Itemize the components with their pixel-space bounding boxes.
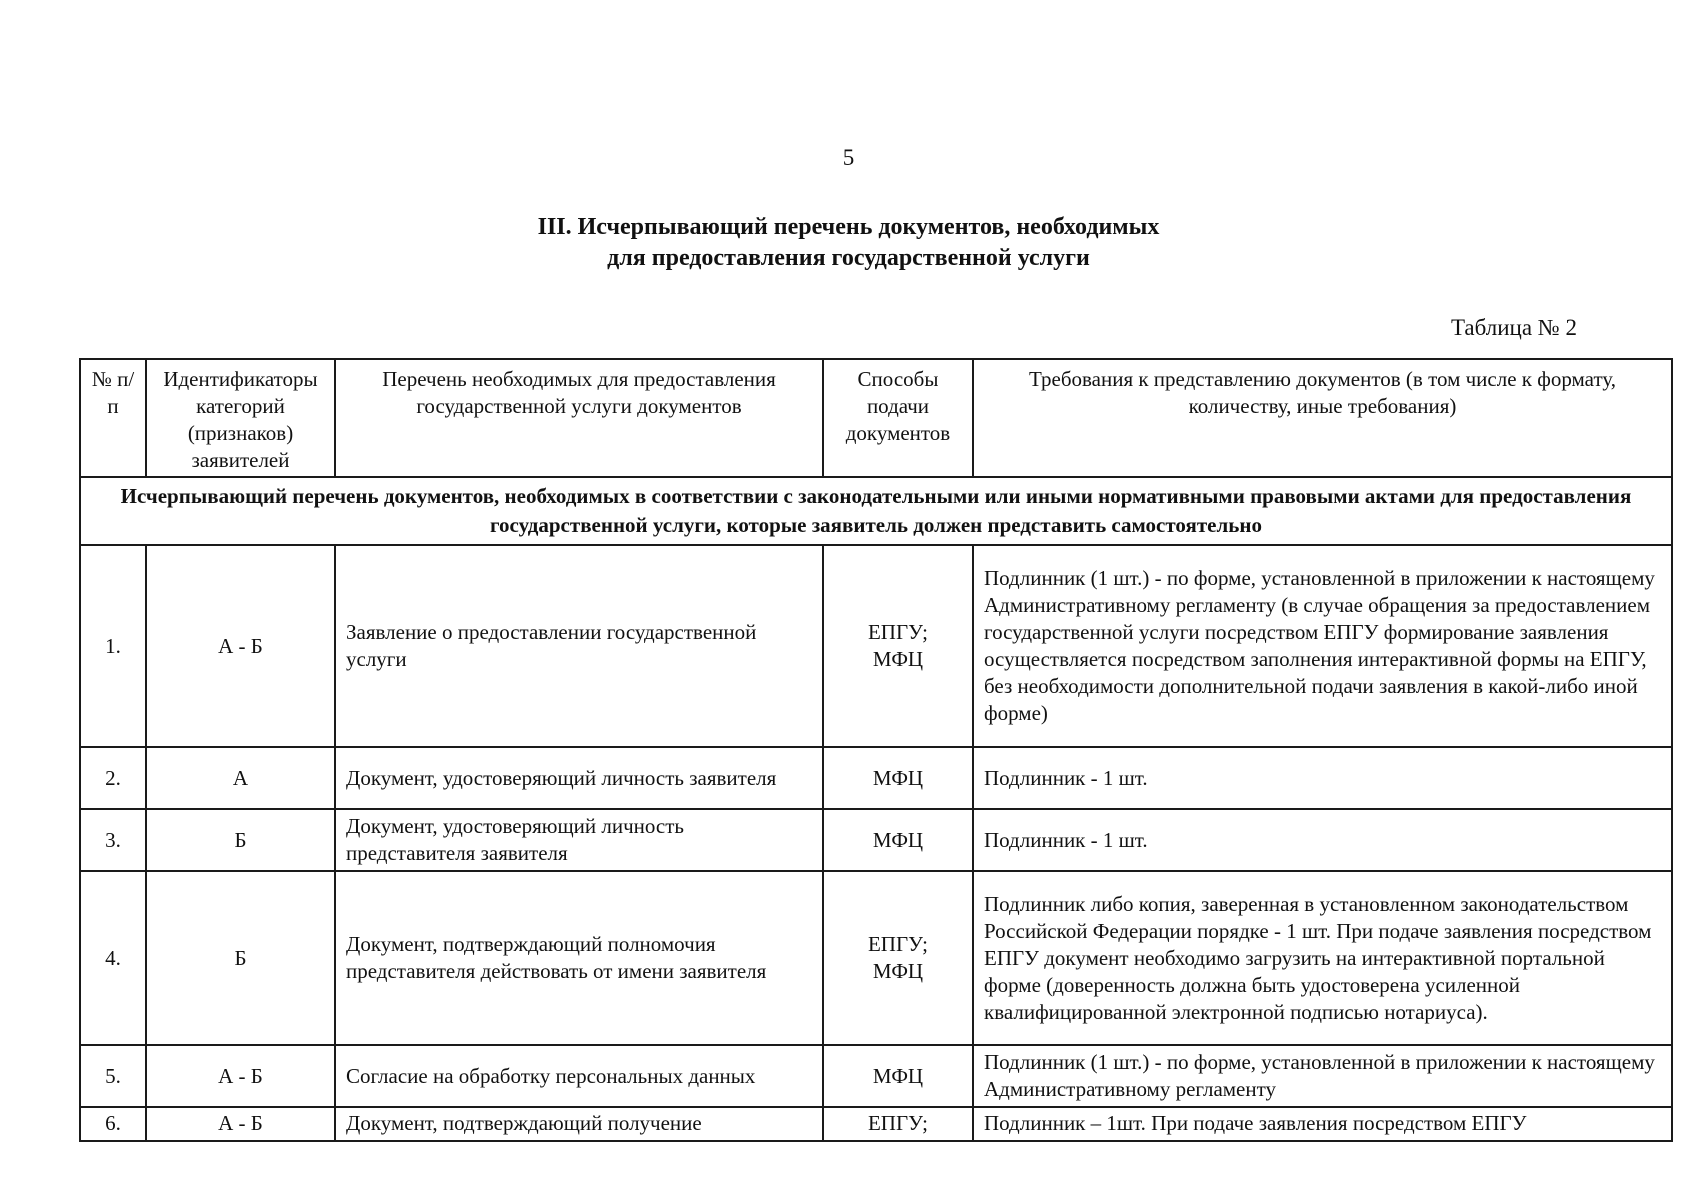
row-number: 6.	[80, 1107, 146, 1141]
method-item: ЕПГУ;	[867, 1111, 929, 1135]
header-document-list: Перечень необходимых для предоставления государственной услуги документов	[335, 359, 823, 477]
row-document: Заявление о предоставлении государственной услуги	[335, 545, 823, 747]
row-applicant-ids: А	[146, 747, 335, 809]
table-caption: Таблица № 2	[1450, 315, 1577, 340]
method-item: МФЦ	[872, 827, 924, 852]
method-item: МФЦ	[872, 959, 924, 983]
row-requirements: Подлинник (1 шт.) - по форме, установленной в приложении к настоящему Административному регламенту (в случае обращения за предоставлением государственной услуги посредством ЕПГУ формирование заявления осуществляется посредством заполнения интерактивной формы на ЕПГУ, без необходимости дополнительной подачи заявления в какой-либо иной форме)	[973, 545, 1672, 747]
row-applicant-ids: А - Б	[146, 545, 335, 747]
row-methods	[823, 545, 973, 747]
row-number: 4.	[80, 871, 146, 1045]
row-number: 1.	[80, 545, 146, 747]
row-number: 5.	[80, 1045, 146, 1107]
method-item: МФЦ	[872, 647, 924, 671]
row-requirements: Подлинник - 1 шт.	[973, 809, 1672, 871]
table-row	[80, 871, 1672, 1045]
row-requirements: Подлинник – 1шт. При подаче заявления посредством ЕПГУ	[973, 1107, 1672, 1141]
row-document: Документ, подтверждающий получение	[335, 1107, 823, 1141]
row-methods	[823, 871, 973, 1045]
row-applicant-ids: Б	[146, 871, 335, 1045]
row-document: Документ, подтверждающий полномочия представителя действовать от имени заявителя	[335, 871, 823, 1045]
method-item: МФЦ	[872, 765, 924, 790]
header-requirements: Требования к представлению документов (в том числе к формату, количеству, иные требования)	[973, 359, 1672, 477]
section-title-line-2: для предоставления государственной услуги	[607, 245, 1090, 271]
row-requirements: Подлинник - 1 шт.	[973, 747, 1672, 809]
table-row	[80, 545, 1672, 747]
row-number: 2.	[80, 747, 146, 809]
row-requirements: Подлинник либо копия, заверенная в установленном законодательством Российской Федерации порядке - 1 шт. При подаче заявления посредством ЕПГУ документ необходимо загрузить на интерактивной портальной форме (доверенность должна быть удостоверена усиленной квалифицированной электронной подписью нотариуса).	[973, 871, 1672, 1045]
row-number: 3.	[80, 809, 146, 871]
row-document: Документ, удостоверяющий личность заявителя	[335, 747, 823, 809]
header-number: № п/п	[80, 359, 146, 477]
table-header-row	[80, 359, 1672, 477]
section-heading: Исчерпывающий перечень документов, необходимых в соответствии с законодательными или иными нормативными правовыми актами для предоставления государственной услуги, которые заявитель должен представить самостоятельно	[80, 477, 1672, 545]
row-document: Согласие на обработку персональных данных	[335, 1045, 823, 1107]
table-row	[80, 1045, 1672, 1107]
row-requirements: Подлинник (1 шт.) - по форме, установленной в приложении к настоящему Административному регламенту	[973, 1045, 1672, 1107]
documents-table	[79, 358, 1673, 1142]
row-applicant-ids: Б	[146, 809, 335, 871]
row-methods	[823, 747, 973, 809]
header-submission-methods: Способы подачи документов	[823, 359, 973, 477]
row-methods	[823, 809, 973, 871]
table-row	[80, 809, 1672, 871]
table-section-row	[80, 477, 1672, 545]
page-number: 5	[842, 145, 855, 170]
row-applicant-ids: А - Б	[146, 1045, 335, 1107]
method-item: МФЦ	[872, 1063, 924, 1088]
method-item: ЕПГУ;	[867, 620, 929, 644]
method-item: ЕПГУ;	[867, 932, 929, 956]
row-applicant-ids: А - Б	[146, 1107, 335, 1141]
row-methods	[823, 1107, 973, 1141]
row-document: Документ, удостоверяющий личность представителя заявителя	[335, 809, 823, 871]
table-row	[80, 1107, 1672, 1141]
table-row	[80, 747, 1672, 809]
row-methods	[823, 1045, 973, 1107]
section-title	[0, 212, 1697, 274]
section-title-line-1: III. Исчерпывающий перечень документов, необходимых	[537, 214, 1160, 240]
header-applicant-ids: Идентификаторы категорий (признаков) заявителей	[146, 359, 335, 477]
